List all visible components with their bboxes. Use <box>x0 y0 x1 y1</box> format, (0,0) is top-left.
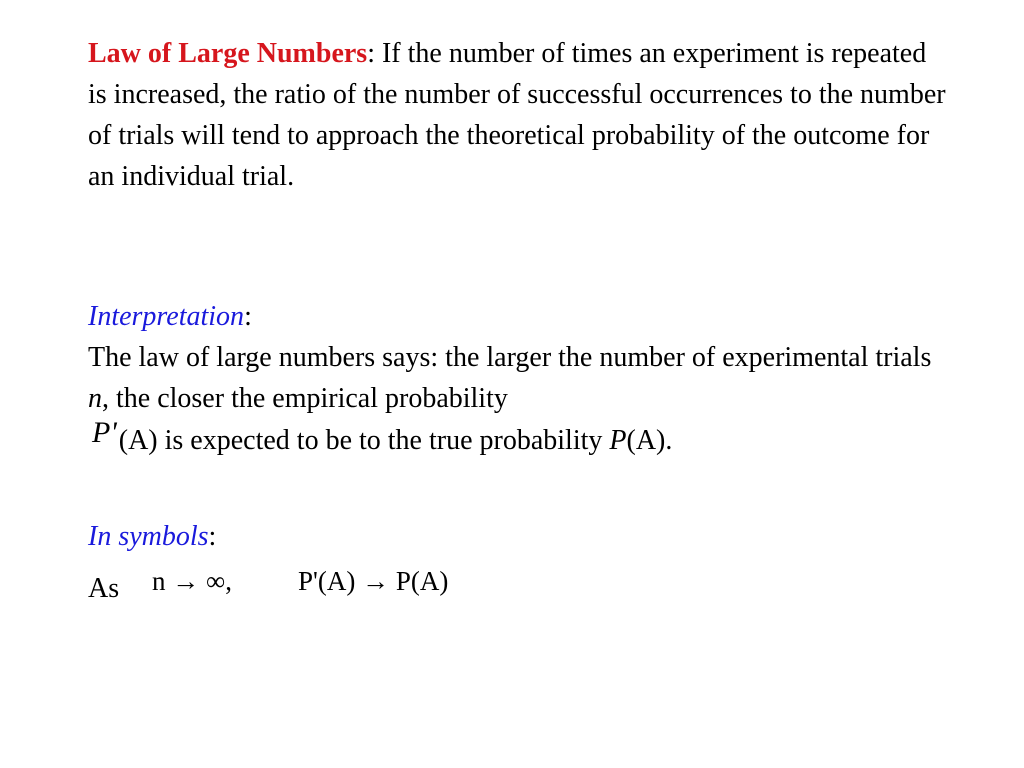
true-probability-symbol: P <box>609 425 627 456</box>
interpretation-text-4: (A). <box>626 425 673 456</box>
law-term: Law of Large Numbers <box>88 38 368 69</box>
symbols-colon: : <box>208 521 217 552</box>
empirical-probability-symbol: P' <box>92 416 117 449</box>
interpretation-text-1: The law of large numbers says: the larger the number of experimental trials <box>88 342 932 373</box>
variable-n: n <box>88 383 102 414</box>
interpretation-text <box>88 337 948 461</box>
interpretation-heading-line <box>88 296 948 337</box>
formula-convergence: P'(A) → P(A) <box>298 566 449 596</box>
as-word: As <box>88 573 120 604</box>
law-definition <box>88 33 948 197</box>
interpretation-heading: Interpretation <box>88 301 245 332</box>
law-colon: : <box>367 38 375 69</box>
formula-n-to-infinity: n → ∞, <box>152 566 232 596</box>
symbols-heading: In symbols <box>88 521 209 552</box>
interpretation-text-2: , the closer the empirical probability <box>102 383 508 414</box>
symbolic-statement <box>88 568 588 608</box>
law-text: If the number of times an experiment is repeated is increased, the ratio of the number of successful occurrences to the number of trials will tend to approach the theoretical probability of the outcome for an individual trial. <box>88 38 946 192</box>
symbols-heading-line <box>88 516 948 557</box>
interpretation-text-3: (A) is expected to be to the true probability <box>118 425 610 456</box>
interpretation-colon: : <box>244 301 252 332</box>
